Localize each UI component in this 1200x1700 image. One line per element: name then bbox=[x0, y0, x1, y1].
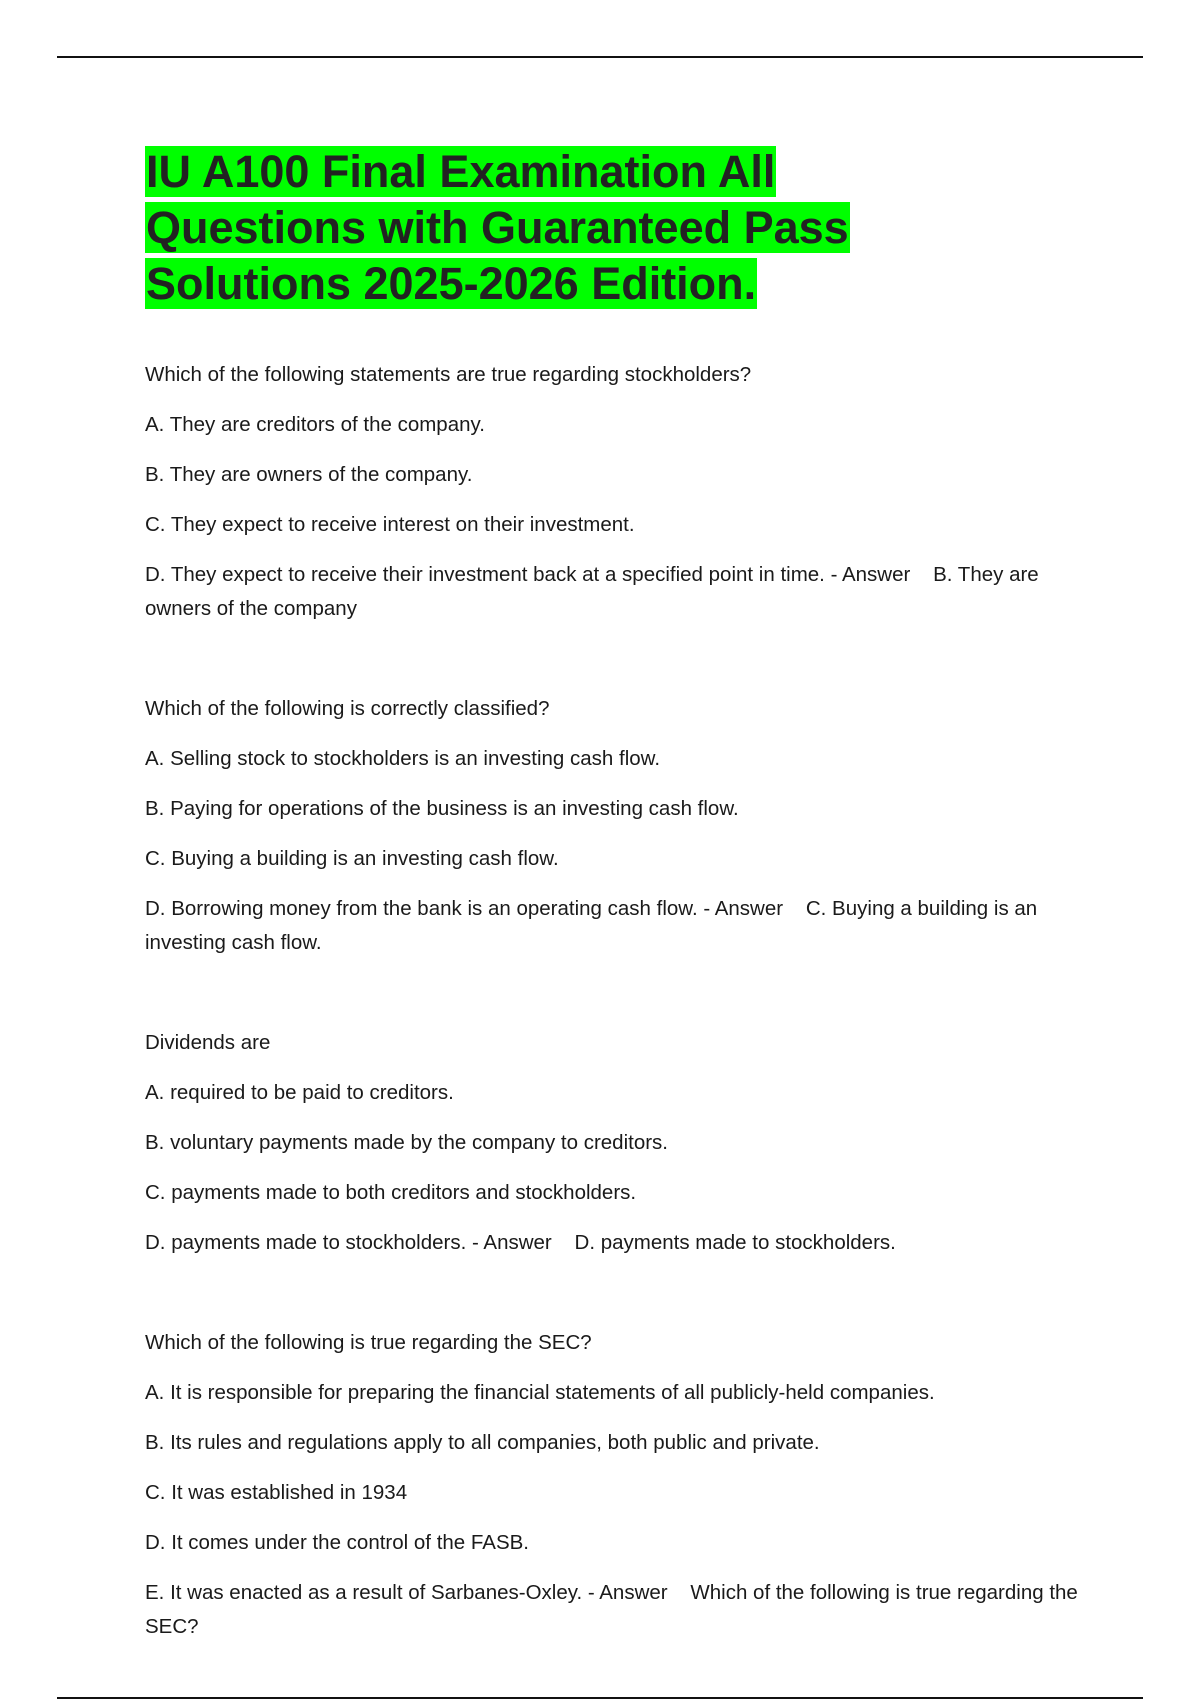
document-page bbox=[145, 144, 1085, 1644]
question-stem: Dividends are bbox=[145, 1031, 271, 1054]
answer-option: C. It was established in 1934 bbox=[145, 1481, 408, 1504]
question-3 bbox=[145, 1026, 1085, 1260]
answer-option: D. payments made to stockholders. - Answer D. payments made to stockholders. bbox=[145, 1231, 896, 1254]
answer-option: D. Borrowing money from the bank is an operating cash flow. - Answer C. Buying a building is an investing cash flow. bbox=[145, 897, 1043, 954]
answer-option: B. They are owners of the company. bbox=[145, 463, 473, 486]
answer-option: E. It was enacted as a result of Sarbanes-Oxley. - Answer Which of the following is true regarding the SEC? bbox=[145, 1581, 1084, 1638]
answer-option: A. required to be paid to creditors. bbox=[145, 1081, 454, 1104]
bottom-rule bbox=[57, 1697, 1143, 1699]
answer-option: C. payments made to both creditors and stockholders. bbox=[145, 1181, 637, 1204]
top-rule bbox=[57, 56, 1143, 58]
answer-option: C. They expect to receive interest on their investment. bbox=[145, 513, 635, 536]
answer-option: B. Its rules and regulations apply to all companies, both public and private. bbox=[145, 1431, 820, 1454]
answer-option: A. It is responsible for preparing the financial statements of all publicly-held companies. bbox=[145, 1381, 935, 1404]
answer-option: A. They are creditors of the company. bbox=[145, 413, 485, 436]
question-1 bbox=[145, 358, 1085, 626]
question-4 bbox=[145, 1326, 1085, 1644]
answer-option: B. voluntary payments made by the company to creditors. bbox=[145, 1131, 669, 1154]
answer-option: A. Selling stock to stockholders is an investing cash flow. bbox=[145, 747, 661, 770]
question-stem: Which of the following statements are true regarding stockholders? bbox=[145, 363, 752, 386]
question-stem: Which of the following is correctly classified? bbox=[145, 697, 550, 720]
question-stem: Which of the following is true regarding the SEC? bbox=[145, 1331, 592, 1354]
document-title-text: IU A100 Final Examination All Questions with Guaranteed Pass Solutions 2025-2026 Edition. bbox=[146, 146, 849, 309]
answer-option: C. Buying a building is an investing cash flow. bbox=[145, 847, 559, 870]
question-2 bbox=[145, 692, 1085, 960]
answer-option: D. It comes under the control of the FASB. bbox=[145, 1531, 529, 1554]
answer-option: B. Paying for operations of the business is an investing cash flow. bbox=[145, 797, 739, 820]
answer-option: D. They expect to receive their investment back at a specified point in time. - Answer B. They are owners of the company bbox=[145, 563, 1045, 620]
document-title bbox=[145, 144, 925, 312]
question-list bbox=[145, 358, 1085, 1644]
